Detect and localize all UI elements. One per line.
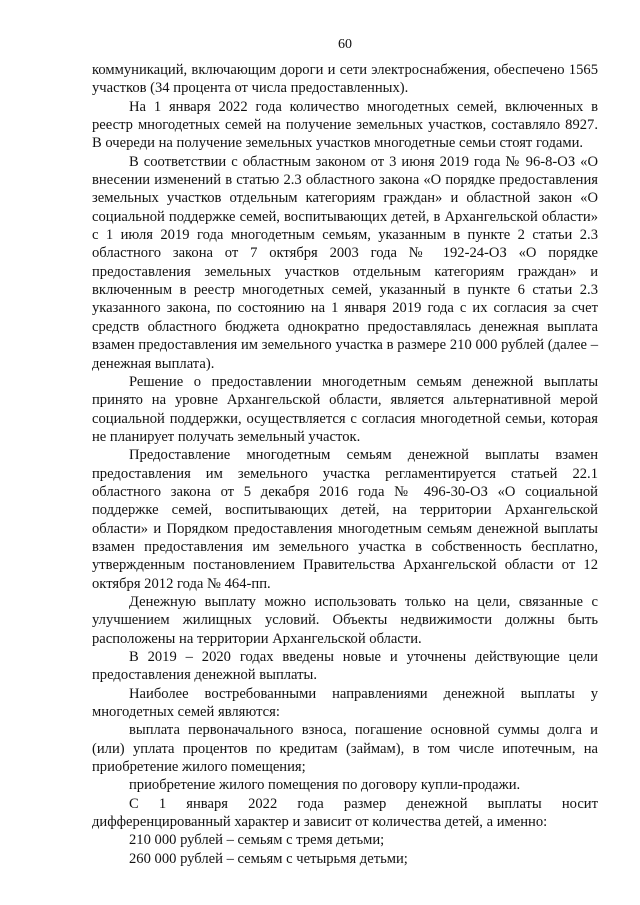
list-item: 260 000 рублей – семьям с четырьмя детьми;: [129, 850, 408, 867]
list-item: 210 000 рублей – семьям с тремя детьми;: [129, 832, 385, 849]
list-item: приобретение жилого помещения по договору купли-продажи.: [129, 777, 521, 794]
list-item: выплата первоначального взноса, погашение основной суммы долга и (или) уплата процентов по кредитам (займам), в том числе ипотечным, на приобретение жилого помещения;: [92, 722, 598, 776]
document-page: [92, 0, 598, 905]
paragraph: коммуникаций, включающим дороги и сети электроснабжения, обеспечено 1565 участков (34 процента от числа предоставленных).: [92, 62, 598, 97]
paragraph: С 1 января 2022 года размер денежной выплаты носит дифференцированный характер и зависит от количества детей, а именно:: [92, 795, 598, 831]
paragraph: Наиболее востребованными направлениями денежной выплаты у многодетных семей являются:: [92, 685, 598, 721]
paragraph: Предоставление многодетным семьям денежной выплаты взамен предоставления им земельного участка регламентируется статьей 22.1 областного закона от 5 декабря 2016 года № 496-30-ОЗ «О социальной поддержке семей, воспитывающих детей, на территории Архангельской области» и Порядком предоставления многодетным семьям денежной выплаты взамен предоставления им земельного участка в собственность бесплатно, утвержденным постановлением Правительства Архангельской области от 12 октября 2012 года № 464-пп.: [92, 447, 598, 592]
paragraph: На 1 января 2022 года количество многодетных семей, включенных в реестр многодетных семей на получение земельных участков, составляло 8927. В очереди на получение земельных участков многодетные семьи стоят годами.: [92, 98, 598, 152]
document-body: [92, 61, 598, 868]
paragraph: Денежную выплату можно использовать только на цели, связанные с улучшением жилищных условий. Объекты недвижимости должны быть расположены на территории Архангельской области.: [92, 593, 598, 647]
paragraph: Решение о предоставлении многодетным семьям денежной выплаты принято на уровне Архангельской области, является альтернативной мерой социальной поддержки, осуществляется с согласия многодетной семьи, которая не планирует получать земельный участок.: [92, 373, 598, 445]
page-number: 60: [338, 37, 352, 52]
paragraph: В 2019 – 2020 годах введены новые и уточнены действующие цели предоставления денежной выплаты.: [92, 649, 598, 684]
paragraph: В соответствии с областным законом от 3 июня 2019 года № 96-8-ОЗ «О внесении изменений в статью 2.3 областного закона «О порядке предоставления земельных участков отдельным категориям граждан» и областной закон «О социальной поддержке семей, воспитывающих детей, в Архангельской области» с 1 июля 2019 года многодетным семьям, указанным в пункте 2 статьи 2.3 областного закона от 7 октября 2003 года № 192-24-ОЗ «О порядке предоставления земельных участков отдельным категориям граждан» и включенным в реестр многодетных семей, указанный в пункте 6 статьи 2.3 указанного закона, по состоянию на 1 января 2019 года с их согласия за счет средств областного бюджета однократно предоставлялась денежная выплата взамен предоставления им земельного участка в размере 210 000 рублей (далее – денежная выплата).: [92, 153, 598, 372]
